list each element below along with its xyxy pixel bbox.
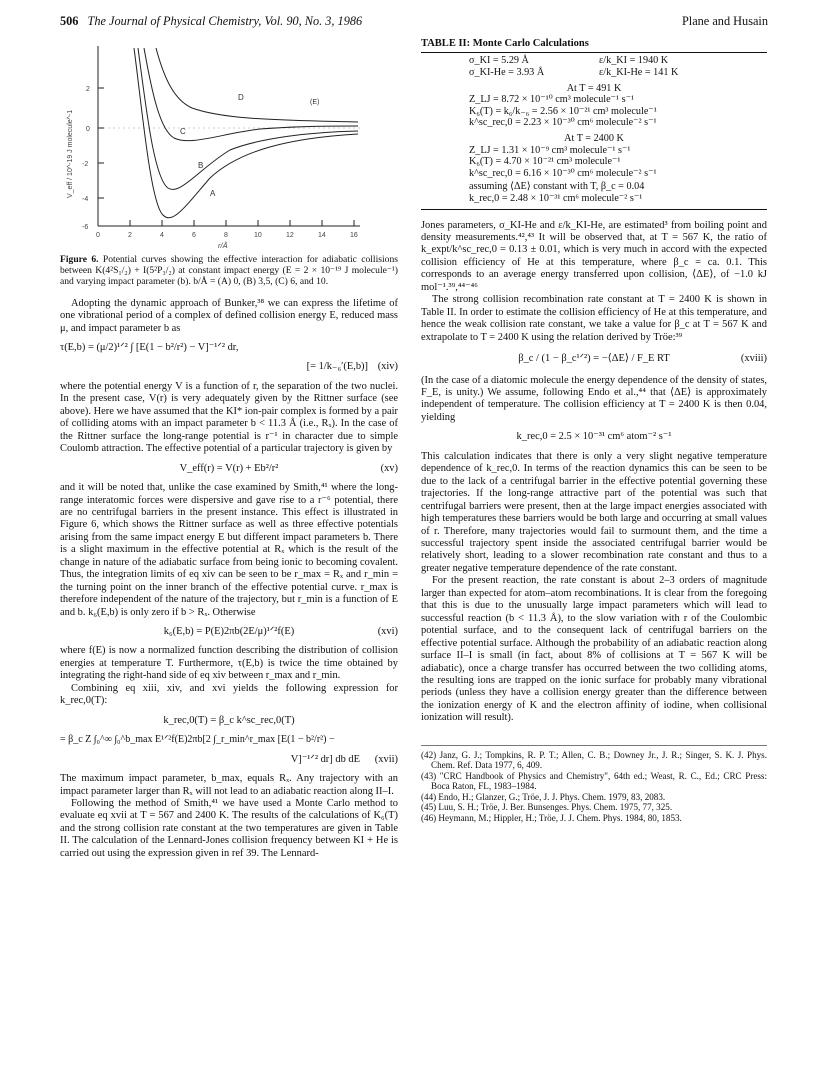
equation-xiv-line2	[60, 361, 398, 373]
table-cell: ε/k_KI-He = 141 K	[599, 67, 679, 79]
equation-text: = β_c Z ∫₀^∞ ∫₀^b_max E¹ᐟ²f(E)2πb[2 ∫_r_min^r_max [E(1 − b²/r²) −	[60, 734, 335, 746]
curve-label-c: C	[180, 127, 186, 136]
table-row: K₆(T) = k₆/k₋₆ = 2.56 × 10⁻²¹ cm³ molecule⁻¹	[469, 105, 657, 117]
curve-label-b: B	[198, 161, 204, 170]
page-number: 506	[60, 14, 79, 28]
paragraph: where f(E) is now a normalized function describing the distribution of collision energies at temperature T. Furthermore, τ(E,b) is twice the time obtained by integrating the right-hand side of eq xiv between r_max and r_min.	[60, 645, 398, 682]
xtick-label: 16	[350, 232, 358, 239]
running-authors: Plane and Husain	[681, 14, 768, 28]
equation-krec	[421, 431, 767, 443]
paragraph: and it will be noted that, unlike the case examined by Smith,⁴¹ where the long-range interatomic forces were dispersive and gave rise to a r⁻⁶ potential, there are no centrifugal barriers in the present instance. This effect is illustrated in Figure 6, which shows the Rittner surface as well as three effective potentials arising from the same impact energy E but different impact parameters b. There is a slight maximum in the effective potential at Rₓ which is the result of the change in nature of the adiabatic surface from being ionic to becoming covalent. Thus, the integration limits of eq xiv can be seen to be r_max = Rₓ and r_min = the turning point on the inner branch of the effective potential curve. r_max is therefore independent of the nature of the trajectory, but r_min is a function of E and b. k₆(E,b) is only zero if b > Rₓ. Otherwise	[60, 482, 398, 618]
ytick-label: -2	[82, 161, 89, 168]
reference-item: (43) "CRC Handbook of Physics and Chemistry", 64th ed.; Weast, R. C., Ed.; CRC Press: Boca Raton, FL, 1983–1984.	[421, 770, 767, 792]
y-axis-label: V_eff / 10^-19 J molecule^-1	[67, 109, 74, 198]
equation-number: (xviii)	[740, 353, 767, 365]
reference-item: (44) Endo, H.; Glanzer, G.; Tröe, J. J. Phys. Chem. 1979, 83, 2083.	[421, 791, 666, 802]
table-title: TABLE II: Monte Carlo Calculations	[421, 38, 589, 49]
paragraph: The maximum impact parameter, b_max, equals Rₓ. Any trajectory with an impact parameter larger than Rₓ will not lead to an adiabatic reaction along II–I.	[60, 773, 398, 797]
asymptote-label: (E)	[310, 99, 320, 106]
equation-xv	[60, 463, 398, 475]
journal-title: The Journal of Physical Chemistry, Vol. 90, No. 3, 1986	[87, 14, 363, 28]
x-ticks	[96, 220, 358, 239]
xtick-label: 6	[192, 232, 196, 239]
figure-label: Figure 6.	[60, 254, 99, 265]
equation-number: (xvi)	[377, 626, 398, 638]
table-row	[421, 55, 767, 67]
left-column	[60, 38, 398, 860]
table-2	[421, 52, 767, 209]
table-cell: σ_KI = 5.29 Å	[469, 55, 529, 67]
page-header	[60, 14, 768, 30]
table-row: k^sc_rec,0 = 6.16 × 10⁻³⁰ cm⁶ molecule⁻² s⁻¹	[469, 167, 657, 179]
right-column	[421, 38, 767, 823]
curve-label-d: D	[238, 93, 244, 102]
references	[421, 745, 767, 824]
x-axis-label: r/Å	[218, 241, 228, 250]
table-row: k^sc_rec,0 = 2.23 × 10⁻³⁰ cm⁶ molecule⁻² s⁻¹	[469, 117, 657, 129]
equation-rhs: = −⟨ΔE⟩ / F_E RT	[593, 353, 670, 365]
reference-item: (42) Janz, G. J.; Tompkins, R. P. T.; Allen, C. B.; Downey Jr., J. R.; Singer, S. K. J. Phys. Chem. Ref. Data 1977, 6, 409.	[421, 749, 767, 771]
paragraph: The strong collision recombination rate constant at T = 2400 K is shown in Table II. In order to estimate the collision efficiency of He at this temperature, and hence the weak collision rate constant, we take a value for β_c at T = 567 K and extrapolate to T = 2400 K using the relation derived by Tröe:³⁹	[421, 294, 767, 343]
table-row: Z_LJ = 1.31 × 10⁻⁹ cm³ molecule⁻¹ s⁻¹	[469, 144, 631, 156]
equation-xvii-line1	[60, 715, 398, 727]
xtick-label: 12	[286, 232, 294, 239]
paragraph: This calculation indicates that there is only a very slight negative temperature dependence of k_rec,0. In terms of the reaction dynamics this can be seen to be due to the lack of a centrifugal barrier in the effective potential governing these trajectories. If the long-range attractive part of the potential was such that centrifugal barriers were present, then at the large impact energies associated with high temperatures these barriers would be both large and occurring at small values of r. Therefore, many trajectories would fail to surmount them, and the time a successful trajectory spent inside the associated centrifugal barrier would be relatively short, leading to a slower recombination rate constant and thus to a greater negative temperature dependence of the rate constant.	[421, 450, 767, 574]
equation-xvii-line2	[60, 734, 398, 746]
xtick-label: 14	[318, 232, 326, 239]
equation-text: V]⁻¹ᐟ² dr] db dE	[290, 753, 360, 765]
table-subheading: At T = 491 K	[566, 82, 622, 94]
equation-xiv-line1	[60, 342, 398, 354]
table-row: K₆(T) = 4.70 × 10⁻²¹ cm³ molecule⁻¹	[469, 156, 621, 168]
paragraph: For the present reaction, the rate constant is about 2–3 orders of magnitude larger than expected for atom–atom recombinations. It is clear from the foregoing that this is due to the unusually large impact parameters which will lead to successful reaction (b < 11.3 Å), to the slow variation with r of the Coulombic potential surface, and to the consequent lack of centrifugal barriers on the effective potential surface. Although the probability of an adiabatic reaction along surface II–I is small (in fact, about 8% of collisions at T = 567 K will be adiabatic), once a charge transfer has occurred between the two colliding atoms, the resulting ions are trapped on the ionic surface for probably many vibrational periods (unless they have a collision energy greater than the difference between the ionization energy of K and the electron affinity of iodine, when collisional ionization will result).	[421, 575, 767, 724]
xtick-label: 8	[224, 232, 228, 239]
equation-number: (xv)	[380, 462, 398, 474]
ytick-label: 2	[86, 86, 90, 93]
equation-text: V_eff(r) = V(r) + Eb²/r²	[179, 462, 279, 474]
table-cell: ε/k_KI = 1940 K	[599, 55, 669, 67]
table-row: Z_LJ = 8.72 × 10⁻¹⁰ cm³ molecule⁻¹ s⁻¹	[469, 94, 635, 106]
equation-xvi	[60, 626, 398, 638]
table-cell: σ_KI-He = 3.93 Å	[469, 67, 545, 79]
table-subheading: At T = 2400 K	[564, 133, 624, 145]
y-ticks	[82, 86, 104, 231]
equation-lhs: β_c / (1 − β_c¹ᐟ²)	[518, 353, 591, 365]
figure-6-caption	[60, 254, 398, 288]
equation-text: [= 1/k₋₆′(E,b)]	[306, 361, 368, 373]
equation-number: (xiv)	[377, 361, 398, 373]
ytick-label: -6	[82, 224, 89, 231]
equation-xviii	[421, 353, 767, 365]
ytick-label: 0	[86, 126, 90, 133]
equation-text: k_rec,0(T) = β_c k^sc_rec,0(T)	[163, 714, 295, 726]
paragraph: (In the case of a diatomic molecule the energy dependence of the density of states, F_E, is unity.) We assume, following Endo et al.,⁴⁴ that ⟨ΔE⟩ is approximately independent of temperature. The collision efficiency at T = 2400 K is then 0.04, yielding	[421, 374, 767, 423]
table-row: assuming ⟨ΔE⟩ constant with T, β_c = 0.04	[469, 181, 645, 193]
paragraph: Following the method of Smith,⁴¹ we have used a Monte Carlo method to evaluate eq xvii at T = 567 and 2400 K. The results of the calculations of K₆(T) and the strong collision rate constant at the two temperatures are given in Table II. The calculation of the Lennard-Jones collision frequency between KI + He is carried out using the expression given in ref 39. The Lennard-	[60, 798, 398, 859]
equation-text: k_rec,0 = 2.5 × 10⁻³¹ cm⁶ atom⁻² s⁻¹	[516, 431, 672, 443]
ytick-label: -4	[82, 196, 89, 203]
paragraph: where the potential energy V is a function of r, the separation of the two nuclei. In the present case, V(r) is very adequately given by the Rittner surface (see above). Here we have assumed that the KI* ion-pair complex is formed by a pair of colliding atoms with an impact parameter b < 11.3 Å (i.e., Rₓ). In the case of the Rittner surface the long-range potential is r⁻¹ in character due to simple Coulomb attraction. The effective potential of a particular trajectory is given by	[60, 380, 398, 455]
xtick-label: 0	[96, 232, 100, 239]
figure-6	[60, 38, 398, 250]
equation-number: (xvii)	[374, 753, 398, 765]
xtick-label: 2	[128, 232, 132, 239]
paragraph: Adopting the dynamic approach of Bunker,³⁸ we can express the lifetime of one vibrational period of a complex of defined collision energy E, reduced mass μ, and impact parameter b as	[60, 297, 398, 334]
xtick-label: 10	[254, 232, 262, 239]
equation-text: k₆(E,b) = P(E)2πb(2E/μ)¹ᐟ²f(E)	[163, 626, 295, 638]
figure-6-plot	[60, 38, 398, 250]
figure-caption-text: Potential curves showing the effective interaction for adiabatic collisions between K(4²S₁/₂) + I(5²P₃/₂) at constant impact energy (E = 2 × 10⁻¹⁹ J molecule⁻¹) and varying impact parameter (b). b/Å = (A) 0, (B) 3,5, (C) 6, and 10.	[60, 254, 398, 288]
table-row: k_rec,0 = 2.48 × 10⁻³¹ cm⁶ molecule⁻² s⁻¹	[469, 192, 643, 204]
reference-item: (45) Luu, S. H.; Tröe, J. Ber. Bunsenges. Phys. Chem. 1975, 77, 325.	[421, 802, 673, 813]
paragraph: Jones parameters, σ_KI-He and ε/k_KI-He, are estimated³ from boiling point and density measurements.⁴²,⁴³ It will be observed that, at T = 567 K, the ratio of k_expt/k^sc_rec,0 = 0.13 ± 0.01, which is very much in accord with the expected collision efficiency of He at this temperature, where β_c = ca. 0.1. This corresponds to an average energy transferred upon collision, ⟨ΔE⟩, of −1.0 kJ mol⁻¹.³⁹,⁴⁴⁻⁴⁶	[421, 219, 767, 293]
equation-text: τ(E,b) = (μ/2)¹ᐟ² ∫ [E(1 − b²/r²) − V]⁻¹ᐟ² dr,	[60, 341, 239, 353]
curve-D	[156, 48, 358, 122]
curve-B	[138, 48, 358, 189]
xtick-label: 4	[160, 232, 164, 239]
curve-label-a: A	[210, 189, 216, 198]
equation-xvii-line3	[60, 754, 398, 766]
table-row	[421, 67, 767, 79]
paragraph: Combining eq xiii, xiv, and xvi yields the following expression for k_rec,0(T):	[60, 682, 398, 707]
reference-item: (46) Heymann, M.; Hippler, H.; Tröe, J. J. Chem. Phys. 1984, 80, 1853.	[421, 812, 682, 823]
